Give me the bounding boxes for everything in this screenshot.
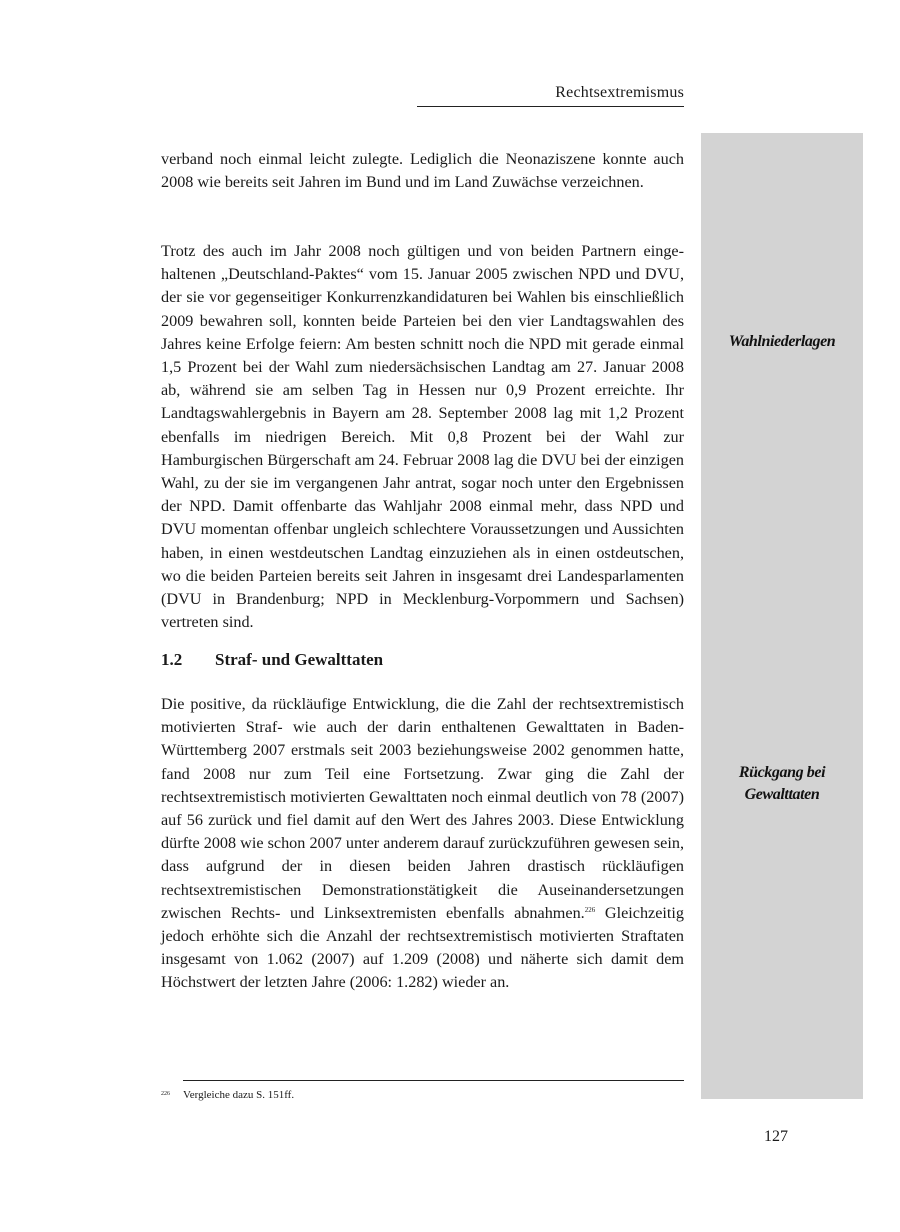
page-number: 127	[764, 1128, 788, 1145]
marginal-note-text: Wahlniederlagen	[728, 333, 836, 350]
paragraph-1: verband noch einmal leicht zulegte. Lediglich die Neonaziszene konnte auch 2008 wie bereits seit Jahren im Bund und im Land Zuwächse verzeichnen.	[161, 150, 684, 192]
marginal-note-line2: Gewalttaten	[744, 786, 820, 803]
paragraph-3-part2: Gleichzeitig jedoch erhöhte sich die Anzahl der rechtsextremistisch motivierten Straftaten insgesamt von 1.062 (2007) auf 1.209 (2008) und näherte sich damit dem Höchstwert der letzten Jahre (2006: 1.282) wieder an.	[161, 903, 684, 992]
footnote	[161, 1087, 684, 1102]
paragraph-2: Trotz des auch im Jahr 2008 noch gültigen und von beiden Partnern eingehaltenen „Deutschland-Paktes“ vom 15. Januar 2005 zwischen NPD und DVU, der sie vor gegenseitiger Konkurrenzkandidaturen bei Wahlen bis einschließlich 2009 bewahren soll, konnten beide Parteien bei den vier Landtagswahlen des Jahres keine Erfolge feiern: Am besten schnitt noch die NPD mit gerade einmal 1,5 Prozent bei der Wahl zum niedersächsischen Landtag am 27. Januar 2008 ab, während sie am selben Tag in Hessen nur 0,9 Prozent erreichte. Ihr Landtagswahlergebnis in Bayern am 28. September 2008 lag mit 1,2 Prozent ebenfalls im niedrigen Bereich. Mit 0,8 Prozent bei der Wahl zur Hamburgischen Bürgerschaft am 24. Februar 2008 lag die DVU bei der einzigen Wahl, zu der sie im vergangenen Jahr antrat, sogar noch unter den Ergebnissen der NPD. Damit offenbarte das Wahljahr 2008 einmal mehr, dass NPD und DVU momentan offenbar ungleich schlechtere Voraussetzungen und Aussichten haben, in einen westdeutschen Landtag einzuziehen als in einen ostdeutschen, wo die beiden Parteien bereits seit Jahren in insgesamt drei Landesparlamenten (DVU in Brandenburg; NPD in Mecklenburg-Vorpommern und Sachsen) vertreten sind.	[161, 242, 684, 632]
marginal-note-line1: Rückgang bei	[738, 764, 826, 781]
running-header: Rechtsextremismus	[555, 84, 684, 101]
margin-sidebar	[701, 133, 863, 1099]
footnote-number: 226	[161, 1091, 170, 1097]
header-rule	[417, 106, 684, 107]
marginal-note-wahlniederlagen	[701, 331, 863, 353]
marginal-note-rueckgang	[701, 762, 863, 806]
paragraph-3	[161, 693, 684, 995]
footnote-reference[interactable]: 226	[584, 905, 596, 914]
footnote-rule	[183, 1080, 684, 1081]
footnote-text: Vergleiche dazu S. 151ff.	[183, 1089, 295, 1101]
paragraph-3-part1: Die positive, da rückläufige Entwicklung, die die Zahl der rechtsextremistisch motivierten Straf- wie auch der darin enthaltenen Gewalttaten in Baden-Württemberg 2007 erstmals seit 2003 beziehungsweise 2002 genommen hatte, fand 2008 nur zum Teil eine Fortsetzung. Zwar ging die Zahl der rechtsextremistisch motivierten Gewalttaten noch einmal deutlich von 78 (2007) auf 56 zurück und fiel damit auf den Wert des Jahres 2003. Diese Entwicklung dürfte 2008 wie schon 2007 unter anderem darauf zurückzuführen gewesen sein, dass aufgrund der in diesen beiden Jahren drastisch rückläufigen rechtsextremistischen Demonstrationstätigkeit die Auseinandersetzungen zwischen Rechts- und Linksextremisten ebenfalls abnahmen.	[161, 695, 684, 922]
section-heading	[161, 649, 684, 671]
section-number: 1.2	[161, 650, 183, 669]
section-title: Straf- und Gewalttaten	[215, 650, 384, 669]
